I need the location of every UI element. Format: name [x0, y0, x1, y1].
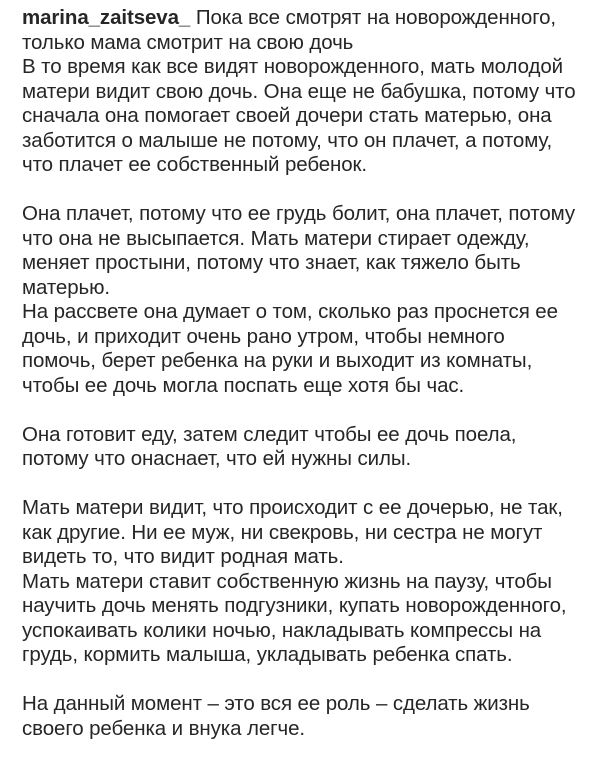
caption-paragraph-3: На рассвете она думает о том, сколько раз проснется ее дочь, и приходит очень рано утром, чтобы немного помочь, берет ребенка на руки и выходит из комнаты, чтобы ее дочь могла поспать еще хотя бы час. — [22, 300, 558, 397]
username-link[interactable]: marina_zaitseva_ — [22, 6, 191, 29]
caption-paragraph-6: Мать матери ставит собственную жизнь на паузу, чтобы научить дочь менять подгузники, купать новорожденного, успокаивать колики ночью, накладывать компрессы на грудь, кормить малыша, укладывать ребенка спать. — [22, 569, 567, 666]
caption-headline: Пока все смотрят на новорожденного, только мама смотрит на свою дочь — [22, 6, 557, 54]
caption-blank-line — [22, 398, 580, 423]
caption-first-line — [22, 6, 580, 55]
caption-paragraph-4: Она готовит еду, затем следит чтобы ее дочь поела, потому что онаснает, что ей нужны силы. — [22, 422, 517, 470]
caption-paragraph-7: На данный момент – это вся ее роль – сделать жизнь своего ребенка и внука легче. — [22, 692, 530, 740]
caption-blank-line — [22, 668, 580, 693]
caption-blank-line — [22, 472, 580, 497]
caption-paragraph-2: Она плачет, потому что ее грудь болит, она плачет, потому что она не высыпается. Мать матери стирает одежду, меняет простыни, потому что знает, как тяжело быть матерью. — [22, 202, 575, 299]
caption-paragraph-1: В то время как все видят новорожденного, мать молодой матери видит свою дочь. Она еще не бабушка, потому что сначала она помогает своей дочери стать матерью, она заботится о малыше не потому, что он плачет, а потому, что плачет ее собственный ребенок. — [22, 55, 576, 176]
caption-paragraph-5: Мать матери видит, что происходит с ее дочерью, не так, как другие. Ни ее муж, ни свекровь, ни сестра не могут видеть то, что видит родная мать. — [22, 496, 563, 568]
caption-blank-line — [22, 178, 580, 203]
